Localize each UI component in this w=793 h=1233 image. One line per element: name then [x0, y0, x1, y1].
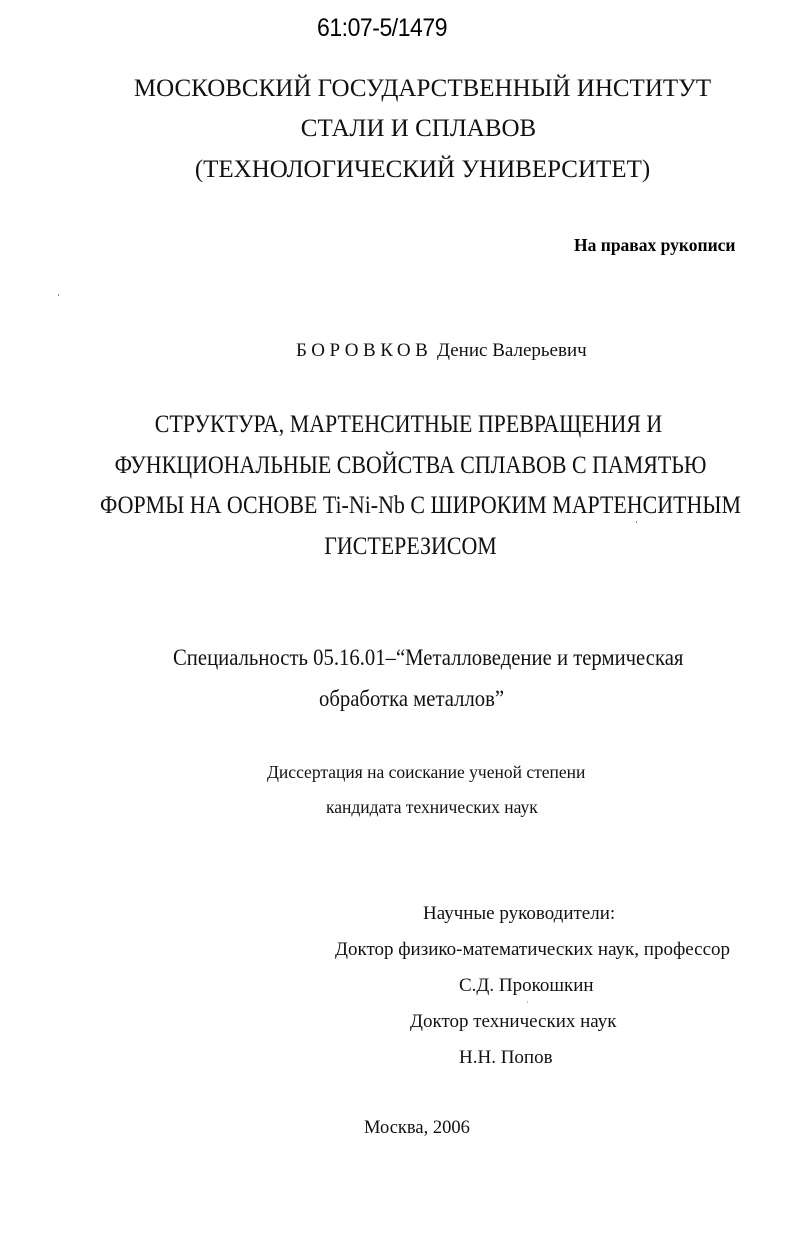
manuscript-note: На правах рукописи [574, 235, 736, 255]
supervisors-heading: Научные руководители: [423, 903, 616, 924]
specialty-line-1: Специальность 05.16.01–“Металловедение и термическая [173, 645, 684, 670]
place-and-year: Москва, 2006 [364, 1118, 470, 1138]
scan-speck [58, 294, 59, 296]
supervisor-credentials: Доктор физико-математических наук, профессор [335, 939, 731, 960]
institute-name-line-3: (ТЕХНОЛОГИЧЕСКИЙ УНИВЕРСИТЕТ) [194, 156, 651, 183]
supervisor-name: Н.Н. Попов [459, 1047, 553, 1068]
institute-name-line-2: СТАЛИ И СПЛАВОВ [300, 115, 537, 142]
degree-line-1: Диссертация на соискание ученой степени [267, 762, 586, 782]
title-line: СТРУКТУРА, МАРТЕНСИТНЫЕ ПРЕВРАЩЕНИЯ И [154, 409, 663, 438]
author-surname: БОРОВКОВ [296, 340, 433, 361]
specialty-line-2: обработка металлов” [319, 686, 505, 711]
registry-stamp: 61:07-5/1479 [317, 14, 448, 42]
author [296, 340, 587, 362]
institute-name-line-1: МОСКОВСКИЙ ГОСУДАРСТВЕННЫЙ ИНСТИТУТ [133, 75, 712, 102]
supervisor-credentials: Доктор технических наук [410, 1011, 617, 1032]
degree-line-2: кандидата технических наук [326, 797, 538, 817]
scan-speck [527, 1001, 528, 1003]
supervisor-name: С.Д. Прокошкин [459, 975, 594, 996]
title-line: ФУНКЦИОНАЛЬНЫЕ СВОЙСТВА СПЛАВОВ С ПАМЯТЬЮ [114, 450, 707, 479]
author-given-names: Денис Валерьевич [437, 340, 587, 361]
title-line: ГИСТЕРЕЗИСОМ [324, 531, 497, 560]
scan-speck [636, 521, 637, 523]
title-line: ФОРМЫ НА ОСНОВЕ Ti-Ni-Nb С ШИРОКИМ МАРТЕНСИТНЫМ [100, 490, 741, 519]
